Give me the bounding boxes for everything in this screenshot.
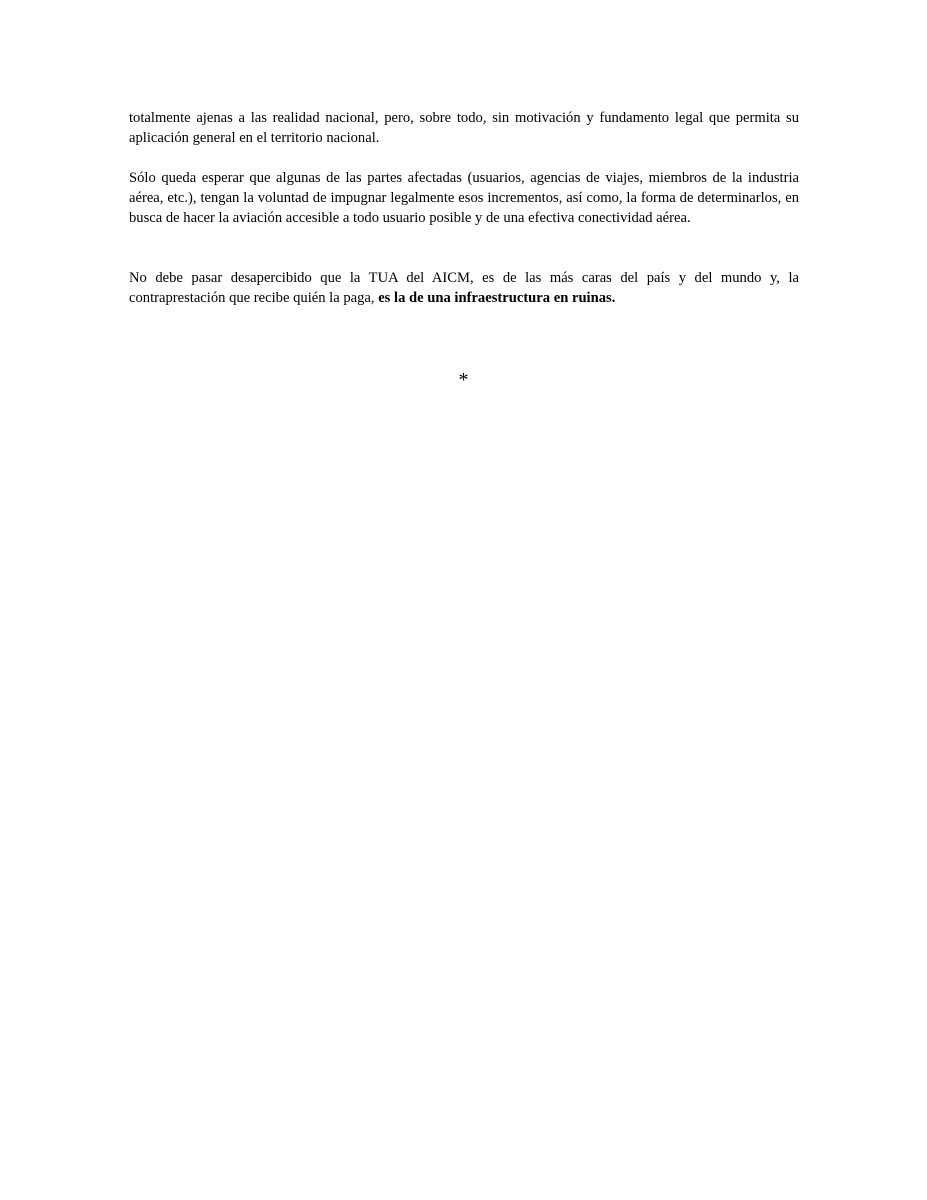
- paragraph-3-bold-text: es la de una infraestructura en ruinas.: [378, 290, 616, 306]
- paragraph-3-text: No debe pasar desapercibido que la TUA del AICM, es de las más caras del país y del mundo y, la contraprestación que recibe quién la paga,: [129, 270, 799, 306]
- section-separator: *: [458, 369, 469, 391]
- paragraph-1-text: totalmente ajenas a las realidad nacional, pero, sobre todo, sin motivación y fundamento legal que permita su aplicación general en el territorio nacional.: [129, 110, 799, 146]
- paragraph-2-text: Sólo queda esperar que algunas de las partes afectadas (usuarios, agencias de viajes, miembros de la industria aérea, etc.), tengan la voluntad de impugnar legalmente esos incrementos, así como, la forma de determinarlos, en busca de hacer la aviación accesible a todo usuario posible y de una efectiva conectividad aérea.: [129, 170, 799, 226]
- paragraph-1: [129, 108, 799, 148]
- paragraph-2: [129, 168, 799, 228]
- paragraph-3: [129, 268, 799, 308]
